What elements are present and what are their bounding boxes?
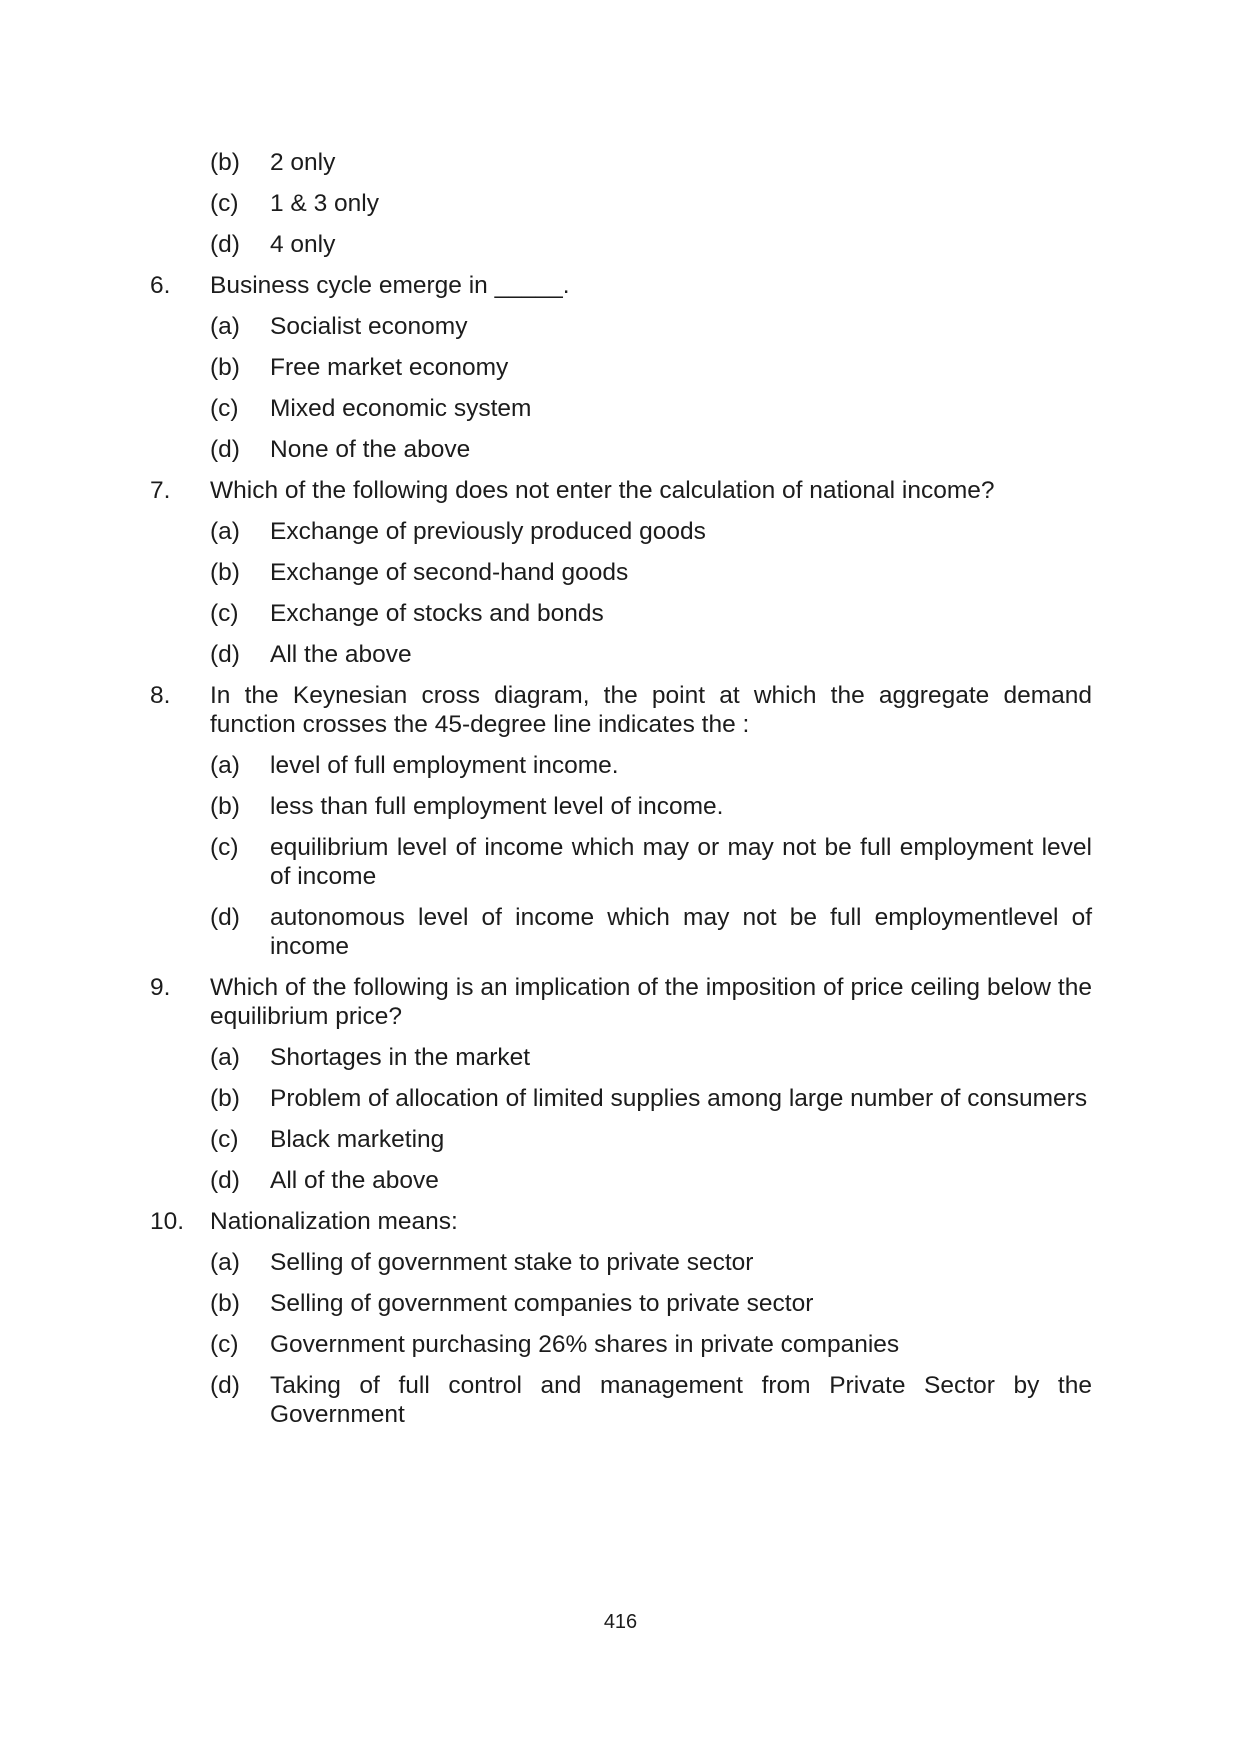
question-10 (150, 1207, 1092, 1236)
option-letter: (b) (210, 793, 240, 820)
option-letter: (b) (210, 1085, 240, 1112)
option-item (210, 640, 1092, 669)
option-item (210, 903, 1092, 961)
option-letter: (d) (210, 231, 240, 258)
option-letter: (c) (210, 1331, 239, 1358)
question-text: Which of the following is an implication of the imposition of price ceiling below the equilibrium price? (210, 974, 1092, 1030)
option-item (210, 1289, 1092, 1318)
question-8 (150, 681, 1092, 739)
option-text: Problem of allocation of limited supplies among large number of consumers (270, 1085, 1088, 1112)
question-9 (150, 973, 1092, 1031)
option-text: Taking of full control and management from Private Sector by the Government (270, 1372, 1092, 1428)
option-item (210, 1125, 1092, 1154)
option-item (210, 1043, 1092, 1072)
option-text: 2 only (270, 149, 336, 176)
question-6 (150, 271, 1092, 300)
question-list (150, 148, 1092, 1441)
option-letter: (c) (210, 1126, 239, 1153)
option-item (210, 312, 1092, 341)
option-text: None of the above (270, 436, 471, 463)
option-text: 4 only (270, 231, 336, 258)
option-text: Selling of government stake to private sector (270, 1249, 754, 1276)
option-text: Exchange of previously produced goods (270, 518, 706, 545)
question-text: In the Keynesian cross diagram, the point at which the aggregate demand function crosses the 45-degree line indicates the : (210, 682, 1092, 738)
option-item (210, 1371, 1092, 1429)
option-text: level of full employment income. (270, 752, 619, 779)
option-letter: (c) (210, 190, 239, 217)
option-letter: (a) (210, 518, 240, 545)
option-text: autonomous level of income which may not be full employmentlevel of income (270, 904, 1092, 960)
option-text: Black marketing (270, 1126, 445, 1153)
option-item (210, 599, 1092, 628)
option-letter: (d) (210, 1372, 240, 1399)
option-letter: (b) (210, 354, 240, 381)
option-item (210, 435, 1092, 464)
option-letter: (b) (210, 559, 240, 586)
option-item (210, 1166, 1092, 1195)
option-text: Exchange of second-hand goods (270, 559, 629, 586)
option-item (210, 353, 1092, 382)
question-number: 7. (150, 477, 171, 504)
option-letter: (d) (210, 436, 240, 463)
option-text: 1 & 3 only (270, 190, 379, 217)
option-letter: (c) (210, 834, 239, 861)
option-item (210, 751, 1092, 780)
option-letter: (d) (210, 1167, 240, 1194)
question-7 (150, 476, 1092, 505)
option-item (210, 558, 1092, 587)
option-letter: (a) (210, 313, 240, 340)
option-item (210, 394, 1092, 423)
option-item (210, 833, 1092, 891)
option-letter: (b) (210, 149, 240, 176)
option-text: Selling of government companies to private sector (270, 1290, 814, 1317)
option-item (210, 1248, 1092, 1277)
carryover-option (210, 148, 1092, 177)
option-letter: (d) (210, 641, 240, 668)
option-text: less than full employment level of income. (270, 793, 724, 820)
carryover-option (210, 189, 1092, 218)
question-number: 9. (150, 974, 171, 1001)
option-letter: (a) (210, 752, 240, 779)
option-text: Shortages in the market (270, 1044, 531, 1071)
option-text: All the above (270, 641, 412, 668)
option-letter: (c) (210, 600, 239, 627)
question-text: Business cycle emerge in _____. (210, 272, 570, 299)
option-text: equilibrium level of income which may or may not be full employment level of income (270, 834, 1092, 890)
question-text: Nationalization means: (210, 1208, 458, 1235)
option-text: Government purchasing 26% shares in private companies (270, 1331, 900, 1358)
option-text: Mixed economic system (270, 395, 532, 422)
option-item (210, 517, 1092, 546)
option-letter: (a) (210, 1249, 240, 1276)
option-letter: (d) (210, 904, 240, 931)
question-number: 8. (150, 682, 171, 709)
option-item (210, 1330, 1092, 1359)
option-text: Exchange of stocks and bonds (270, 600, 604, 627)
question-text: Which of the following does not enter the calculation of national income? (210, 477, 995, 504)
option-letter: (b) (210, 1290, 240, 1317)
page-number: 416 (603, 1611, 638, 1633)
question-number: 10. (150, 1208, 185, 1235)
option-item (210, 1084, 1092, 1113)
option-text: All of the above (270, 1167, 439, 1194)
option-item (210, 792, 1092, 821)
option-text: Socialist economy (270, 313, 468, 340)
option-text: Free market economy (270, 354, 509, 381)
carryover-option (210, 230, 1092, 259)
option-letter: (c) (210, 395, 239, 422)
option-letter: (a) (210, 1044, 240, 1071)
question-number: 6. (150, 272, 171, 299)
